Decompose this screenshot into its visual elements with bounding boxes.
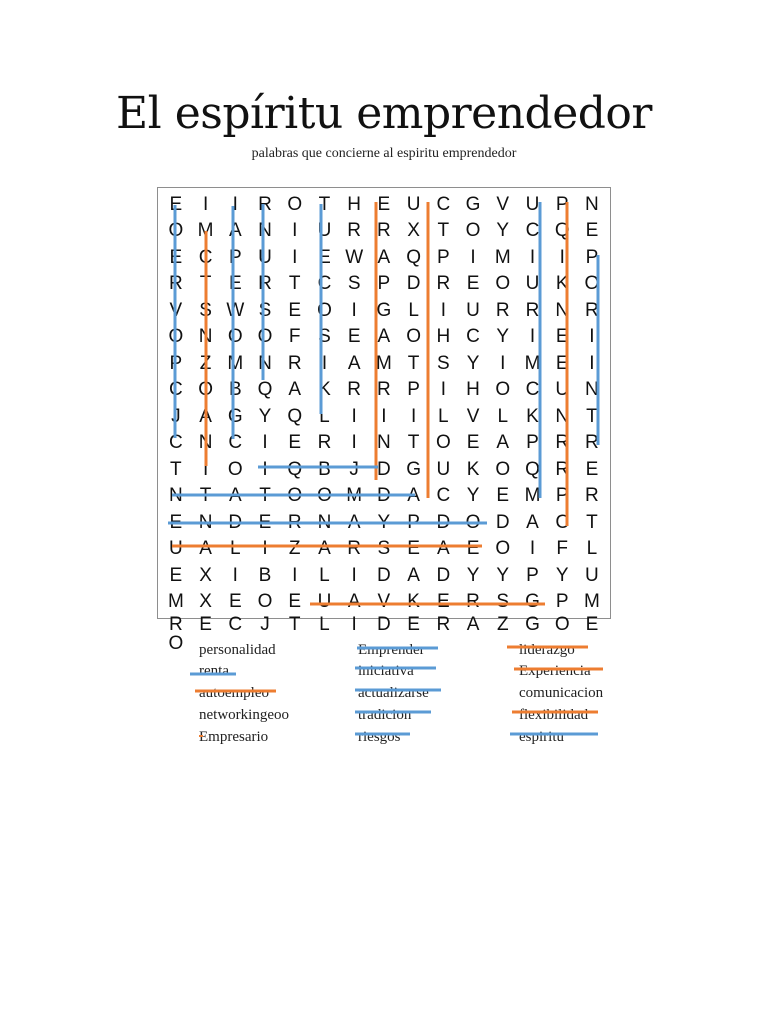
grid-letter-r14c1: F xyxy=(556,538,568,560)
grid-letter-r12c4: R xyxy=(585,485,599,507)
grid-letter-r14c12: D xyxy=(436,564,451,586)
grid-letter-r4c9: O xyxy=(495,273,511,295)
grid-letter-r6c13: M xyxy=(227,352,244,374)
grid-letter-r9c5: K xyxy=(526,405,539,427)
grid-letter-r3c13: P xyxy=(585,246,599,268)
grid-letter-r7c12: B xyxy=(228,379,242,401)
grid-letter-r1c1: E xyxy=(169,193,183,215)
grid-letter-r2c10: O xyxy=(465,220,481,242)
grid-letter-r8c1: R xyxy=(377,379,391,401)
grid-letter-r12c16: D xyxy=(495,511,510,533)
grid-letter-r10c4: P xyxy=(526,432,539,454)
grid-letter-r15c5: O xyxy=(257,591,273,613)
grid-letter-r6c6: C xyxy=(466,326,480,348)
grid-letter-r9c2: L xyxy=(438,405,449,427)
grid-letter-r15c3: X xyxy=(199,591,212,613)
grid-letter-r8c13: Q xyxy=(287,405,303,427)
grid-letter-r3c4: E xyxy=(318,246,331,268)
grid-letter-r13c1: A xyxy=(526,511,539,533)
grid-letter-r1c5: O xyxy=(287,193,303,215)
grid-letter-r2c3: N xyxy=(258,220,272,242)
word-flexibilidad: flexibilidad xyxy=(519,707,589,723)
grid-letter-r6c14: N xyxy=(258,352,272,374)
grid-letter-r8c4: H xyxy=(466,379,480,401)
grid-letter-r15c6: E xyxy=(288,591,302,613)
grid-letter-r4c12: O xyxy=(584,273,600,295)
word-espiritu: espiritu xyxy=(519,729,564,745)
grid-letter-r10c1: O xyxy=(435,432,451,454)
grid-letter-r15c15: P xyxy=(555,591,569,613)
grid-letter-r7c8: E xyxy=(555,352,569,374)
grid-letter-r11c1: K xyxy=(466,458,480,480)
grid-letter-r9c9: N xyxy=(198,432,213,454)
grid-letter-r3c1: P xyxy=(228,246,242,268)
grid-letter-r2c16: C xyxy=(198,246,213,268)
grid-letter-r11c15: C xyxy=(436,485,451,507)
grid-letter-r8c9: J xyxy=(171,405,181,427)
grid-letter-r11c16: Y xyxy=(466,485,480,507)
grid-letter-r7c3: T xyxy=(407,352,420,374)
grid-letter-r7c7: M xyxy=(524,352,541,374)
grid-letter-r12c14: D xyxy=(436,511,451,533)
word-iniciativa: iniciativa xyxy=(358,663,414,679)
grid-letter-r9c1: I xyxy=(410,405,417,427)
word-empresario: Empresario xyxy=(199,729,269,745)
grid-letter-r14c14: Y xyxy=(496,564,510,586)
word-riesgos: riesgos xyxy=(358,729,401,745)
grid-letter-r1c14: P xyxy=(555,193,569,215)
grid-letter-r11c5: E xyxy=(585,458,599,480)
grid-letter-r14c4: X xyxy=(199,564,212,586)
grid-letter-r8c7: U xyxy=(555,379,570,401)
grid-letter-r11c2: O xyxy=(495,458,511,480)
grid-letter-r9c14: I xyxy=(351,432,357,454)
grid-letter-r8c8: N xyxy=(585,379,599,401)
grid-letter-r4c14: S xyxy=(199,299,212,321)
grid-letter-r9c4: L xyxy=(497,405,509,427)
grid-letter-r3c12: I xyxy=(559,246,565,268)
grid-letter-r12c1: E xyxy=(496,485,510,507)
grid-letter-r15c12: R xyxy=(466,591,480,613)
grid-letter-r11c4: R xyxy=(555,458,570,480)
grid-letter-r9c13: R xyxy=(317,432,332,454)
grid-letter-r1c13: U xyxy=(525,193,540,215)
grid-letter-r15c16: M xyxy=(584,591,600,613)
grid-letter-r6c10: I xyxy=(589,326,595,348)
grid-letter-r1c9: U xyxy=(406,193,421,215)
grid-letter-r4c8: E xyxy=(466,273,480,295)
grid-letter-r7c16: R xyxy=(347,379,362,401)
grid-letter-r16c5: T xyxy=(288,614,301,635)
grid-letter-r14c10: D xyxy=(377,564,391,586)
grid-letter-r5c15: O xyxy=(257,326,273,348)
grid-letter-r3c11: I xyxy=(529,246,536,268)
page-subtitle: palabras que concierne al espiritu emprendedor xyxy=(251,146,517,161)
grid-letter-r16c9: E xyxy=(407,614,420,635)
grid-letter-r1c6: T xyxy=(318,193,331,215)
grid-letter-r16c13: G xyxy=(525,614,540,635)
grid-letter-r10c8: I xyxy=(202,458,209,480)
grid-letter-r8c12: Y xyxy=(258,405,272,427)
grid-letter-r16c6: L xyxy=(319,614,330,635)
grid-letter-r13c9: A xyxy=(318,538,331,560)
grid-letter-r3c8: P xyxy=(436,246,450,268)
grid-letter-r6c12: Z xyxy=(199,352,212,374)
grid-letter-r7c13: Q xyxy=(257,379,273,401)
grid-letter-r11c11: O xyxy=(317,485,332,507)
word-liderazgo: liderazgo xyxy=(519,642,575,658)
grid-letter-r4c3: C xyxy=(317,273,332,295)
grid-letter-r10c12: B xyxy=(318,458,331,480)
grid-letter-r8c16: I xyxy=(381,405,387,427)
grid-letter-r16c11: A xyxy=(466,614,480,635)
grid-letter-r6c16: I xyxy=(321,352,328,374)
grid-letter-r2c4: I xyxy=(292,220,298,242)
grid-letter-r10c5: R xyxy=(555,432,570,454)
grid-letter-r5c14: O xyxy=(227,326,243,348)
grid-letter-r13c3: T xyxy=(586,511,598,533)
grid-letter-r6c8: I xyxy=(529,326,536,348)
grid-letter-r16c14: O xyxy=(554,614,570,635)
grid-letter-r6c7: Y xyxy=(496,326,510,348)
grid-letter-r4c15: W xyxy=(226,299,245,321)
grid-letter-r13c2: C xyxy=(555,511,570,533)
grid-letter-r16c8: D xyxy=(377,614,391,635)
grid-letter-r6c2: E xyxy=(347,326,361,348)
grid-letter-r5c9: R xyxy=(525,299,540,321)
grid-letter-r13c13: A xyxy=(436,538,450,560)
grid-letter-r10c13: J xyxy=(349,458,359,480)
grid-letter-r3c9: I xyxy=(470,246,476,268)
grid-letter-r6c1: S xyxy=(318,326,331,348)
grid-letter-r5c1: E xyxy=(288,299,302,321)
grid-letter-r9c12: E xyxy=(288,432,302,454)
grid-letter-r16c4: J xyxy=(260,614,270,635)
grid-letter-r11c13: D xyxy=(377,485,391,507)
grid-letter-r1c10: C xyxy=(436,193,451,215)
grid-letter-r5c2: O xyxy=(317,299,332,321)
grid-letter-r3c16: E xyxy=(228,273,242,295)
grid-letter-r9c3: V xyxy=(466,405,480,427)
grid-letter-r8c6: C xyxy=(525,379,540,401)
grid-letter-r16c1: R xyxy=(168,614,183,635)
grid-letter-r2c15: E xyxy=(169,246,183,268)
grid-letter-r16c3: C xyxy=(228,614,243,635)
grid-letter-r12c15: O xyxy=(465,511,481,533)
grid-letter-r15c7: U xyxy=(317,591,332,613)
grid-letter-r14c5: I xyxy=(232,564,238,586)
grid-letter-r8c3: I xyxy=(440,379,446,401)
grid-letter-r3c14: R xyxy=(168,273,183,295)
grid-letter-r12c9: R xyxy=(287,511,302,533)
grid-letter-r1c15: N xyxy=(585,193,599,215)
grid-letter-r7c6: I xyxy=(500,352,506,374)
grid-letter-r2c8: X xyxy=(407,220,420,242)
grid-letter-r5c12: O xyxy=(168,326,184,348)
grid-letter-r4c7: R xyxy=(436,273,451,295)
grid-letter-r12c10: N xyxy=(317,511,332,533)
grid-letter-r13c10: R xyxy=(347,538,362,560)
grid-letter-r9c11: I xyxy=(262,432,268,454)
grid-letter-r16c10: R xyxy=(436,614,451,635)
grid-letter-r10c6: R xyxy=(585,432,599,454)
grid-letter-r3c2: U xyxy=(258,246,272,268)
grid-letter-r14c3: E xyxy=(169,564,183,586)
grid-letter-r4c5: P xyxy=(377,273,391,295)
grid-letter-r5c3: I xyxy=(351,299,357,321)
grid-letter-r4c4: S xyxy=(347,273,361,295)
grid-letter-r11c7: T xyxy=(199,485,212,507)
grid-letter-r15c1: U xyxy=(585,564,599,586)
grid-letter-r3c7: Q xyxy=(406,246,421,268)
grid-letter-r2c13: Q xyxy=(554,220,570,242)
grid-letter-r12c12: Y xyxy=(377,511,391,533)
grid-letter-r2c12: C xyxy=(525,220,540,242)
grid-letter-r11c10: O xyxy=(287,485,303,507)
grid-letter-r7c4: S xyxy=(436,352,450,374)
grid-letter-r1c8: E xyxy=(377,193,391,215)
grid-letter-r12c2: M xyxy=(524,485,541,507)
grid-letter-r2c9: T xyxy=(437,220,450,242)
grid-letter-r14c9: I xyxy=(351,564,357,586)
grid-letter-r13c6: L xyxy=(230,538,241,560)
grid-letter-r1c11: G xyxy=(465,193,481,215)
grid-letter-r2c1: M xyxy=(197,220,214,242)
grid-letter-r4c1: R xyxy=(258,273,272,295)
grid-letter-r10c10: I xyxy=(262,458,268,480)
grid-letter-r6c5: H xyxy=(436,326,451,348)
grid-letter-r10c16: U xyxy=(436,458,451,480)
grid-letter-r8c2: P xyxy=(407,379,420,401)
grid-letter-r4c2: T xyxy=(288,273,301,295)
grid-letter-r13c7: I xyxy=(262,538,268,560)
grid-letter-r14c16: Y xyxy=(555,564,569,586)
word-comunicacion: comunicacion xyxy=(519,685,604,701)
grid-letter-r16c15: E xyxy=(585,614,599,635)
grid-letter-r5c5: L xyxy=(408,299,419,321)
grid-letter-r13c12: E xyxy=(407,538,420,560)
grid-letter-r8c14: L xyxy=(319,405,330,427)
grid-letter-r12c6: N xyxy=(198,511,213,533)
word-actualizarse: actualizarse xyxy=(358,685,429,701)
grid-letter-r3c6: A xyxy=(377,246,391,268)
grid-letter-r15c13: S xyxy=(496,591,510,613)
grid-letter-r10c9: O xyxy=(227,458,243,480)
grid-letter-r11c9: T xyxy=(259,485,271,507)
grid-letter-r2c6: R xyxy=(347,220,362,242)
grid-letter-r16c12: Z xyxy=(496,614,509,635)
grid-letter-r14c13: Y xyxy=(466,564,480,586)
grid-letter-r13c14: E xyxy=(466,538,480,560)
grid-letter-r3c3: I xyxy=(292,246,298,268)
grid-letter-r3c5: W xyxy=(345,246,364,268)
grid-letter-r7c5: Y xyxy=(466,352,480,374)
word-networkingeoo: networkingeoo xyxy=(199,707,289,723)
grid-letter-r6c4: O xyxy=(406,326,421,348)
grid-letter-r10c2: E xyxy=(466,432,480,454)
grid-letter-r4c13: V xyxy=(169,299,183,321)
grid-letter-r9c16: T xyxy=(407,432,420,454)
grid-letter-r15c9: V xyxy=(377,591,391,613)
grid-letter-r7c15: K xyxy=(318,379,331,401)
grid-letter-r3c10: M xyxy=(494,246,511,268)
grid-letter-r9c15: N xyxy=(377,432,391,454)
grid-letter-r2c2: A xyxy=(228,220,242,242)
grid-letter-r3c15: T xyxy=(199,273,212,295)
grid-letter-r8c5: O xyxy=(495,379,511,401)
grid-letter-r7c10: C xyxy=(168,379,183,401)
grid-letter-r10c15: G xyxy=(406,458,421,480)
grid-letter-r4c10: U xyxy=(525,273,540,295)
grid-letter-r7c2: M xyxy=(375,352,392,374)
grid-letter-r11c12: M xyxy=(346,485,363,507)
grid-letter-r8c10: A xyxy=(199,405,212,427)
grid-letter-r15c2: M xyxy=(167,591,184,613)
grid-letter-r14c11: A xyxy=(407,564,420,586)
grid-letter-r2c14: E xyxy=(585,220,599,242)
grid-letter-r12c8: E xyxy=(258,511,272,533)
word-tradicion: tradicion xyxy=(358,707,412,723)
word-experiencia: Experiencia xyxy=(519,663,591,679)
grid-letter-r1c2: I xyxy=(202,193,209,215)
grid-letter-r1c16: O xyxy=(168,220,184,242)
grid-letter-r12c11: A xyxy=(347,511,361,533)
grid-letter-r12c5: E xyxy=(169,511,183,533)
grid-letter-r5c13: N xyxy=(198,326,213,348)
word-autoempleo: autoempleo xyxy=(199,685,269,701)
word-emprender: Emprender xyxy=(358,642,425,658)
grid-letter-r11c8: A xyxy=(228,485,242,507)
page-title: El espíritu emprendedor xyxy=(116,88,652,139)
grid-letter-r13c16: I xyxy=(529,538,536,560)
grid-letter-r2c11: Y xyxy=(496,220,510,242)
grid-letter-r9c8: C xyxy=(168,432,183,454)
grid-letter-r16c7: I xyxy=(351,614,357,635)
grid-letter-r5c7: U xyxy=(466,299,480,321)
grid-letter-r5c10: N xyxy=(555,299,570,321)
grid-letter-r14c7: I xyxy=(292,564,298,586)
grid-letter-r7c11: O xyxy=(198,379,213,401)
grid-letter-r15c10: K xyxy=(407,591,420,613)
grid-letter-r1c4: R xyxy=(258,193,272,215)
grid-letter-r11c14: A xyxy=(407,485,420,507)
grid-letter-r10c3: A xyxy=(496,432,510,454)
grid-letter-r14c6: B xyxy=(258,564,272,586)
grid-letter-r10c7: T xyxy=(170,458,182,480)
grid-letter-r13c8: Z xyxy=(288,538,301,560)
grid-letter-r1c7: H xyxy=(347,193,362,215)
grid-letter-r4c6: D xyxy=(406,273,421,295)
grid-letter-r11c3: Q xyxy=(525,458,540,480)
grid-letter-r4c11: K xyxy=(555,273,569,295)
word-personalidad: personalidad xyxy=(199,642,276,658)
grid-letter-r13c15: O xyxy=(495,538,511,560)
grid-letter-r15c4: E xyxy=(228,591,242,613)
grid-letter-r8c15: I xyxy=(351,405,357,427)
grid-letter-r14c15: P xyxy=(526,564,539,586)
grid-letter-r14c8: L xyxy=(319,564,330,586)
grid-letter-r6c9: E xyxy=(555,326,569,348)
grid-letter-r5c6: I xyxy=(440,299,446,321)
grid-letter-r13c11: S xyxy=(377,538,391,560)
grid-letter-r5c11: R xyxy=(585,299,599,321)
grid-letter-r7c14: A xyxy=(288,379,302,401)
word-renta: renta xyxy=(199,663,229,679)
grid-letter-r5c4: G xyxy=(376,299,392,321)
grid-letter-r12c3: P xyxy=(555,485,569,507)
grid-letter-r9c7: T xyxy=(586,405,598,427)
grid-letter-r9c6: N xyxy=(555,405,570,427)
grid-letter-r9c10: C xyxy=(228,432,243,454)
grid-letter-r10c11: Q xyxy=(287,458,303,480)
grid-letter-r13c5: A xyxy=(199,538,212,560)
grid-letter-r6c3: A xyxy=(377,326,391,348)
grid-letter-r13c4: U xyxy=(168,538,183,560)
grid-letter-r15c8: A xyxy=(347,591,361,613)
grid-letter-r12c7: D xyxy=(228,511,243,533)
grid-letter-r8c11: G xyxy=(227,405,243,427)
grid-letter-r15c11: E xyxy=(436,591,450,613)
grid-letter-r5c16: F xyxy=(288,326,301,348)
grid-letter-r6c11: P xyxy=(169,352,183,374)
grid-letter-r16c16: O xyxy=(168,633,184,654)
grid-letter-r2c7: R xyxy=(377,220,391,242)
grid-letter-r14c2: L xyxy=(586,538,598,560)
grid-letter-r15c14: G xyxy=(525,591,540,613)
grid-letter-r10c14: D xyxy=(377,458,391,480)
grid-letter-r7c9: I xyxy=(589,352,595,374)
grid-letter-r2c5: U xyxy=(317,220,332,242)
grid-letter-r11c6: N xyxy=(168,485,183,507)
grid-letter-r7c1: A xyxy=(347,352,361,374)
grid-letter-r5c8: R xyxy=(495,299,510,321)
grid-letter-r1c3: I xyxy=(232,193,238,215)
grid-letter-r12c13: P xyxy=(407,511,420,533)
grid-letter-r16c2: E xyxy=(199,614,212,635)
grid-letter-r4c16: S xyxy=(258,299,272,321)
grid-letter-r6c15: R xyxy=(287,352,302,374)
grid-letter-r1c12: V xyxy=(496,193,510,215)
